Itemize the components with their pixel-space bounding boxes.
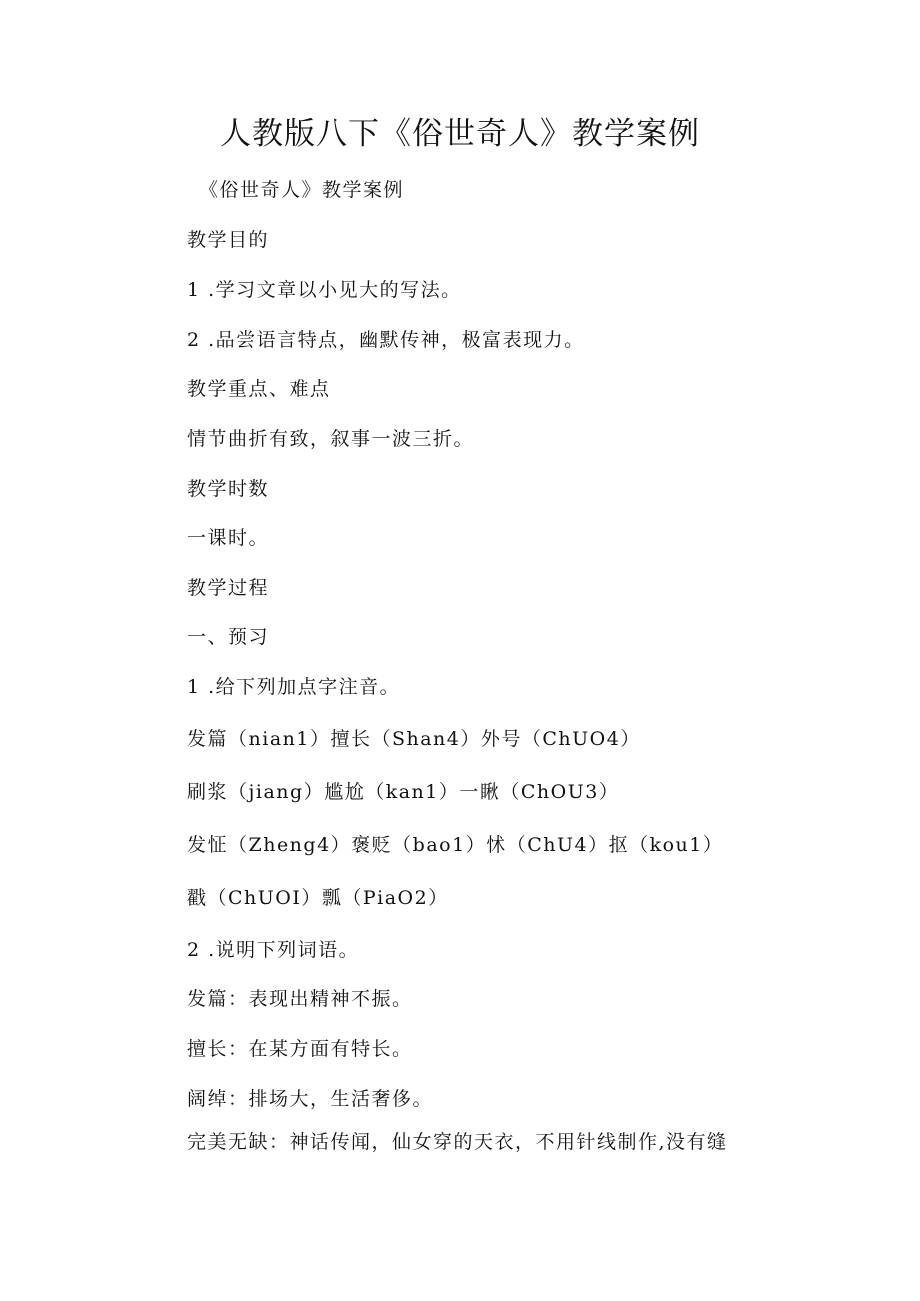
definition-2: 擅长：在某方面有特长。 — [187, 1038, 413, 1060]
document-title: 人教版八下《俗世奇人》教学案例 — [220, 116, 700, 152]
definition-3: 阔绰：排场大，生活奢侈。 — [187, 1088, 434, 1110]
definition-4: 完美无缺：神话传闻，仙女穿的天衣，不用针线制作,没有缝 — [187, 1131, 728, 1153]
goal-item-2: 2 .品尝语言特点，幽默传神，极富表现力。 — [187, 329, 585, 351]
heading-teaching-process: 教学过程 — [187, 577, 270, 599]
pinyin-line-3: 发怔（Zheng4）褒贬（bao1）怵（ChU4）抠（kou1） — [187, 834, 724, 856]
class-hours-text: 一课时。 — [187, 527, 270, 549]
key-points-text: 情节曲折有致，叙事一波三折。 — [187, 428, 475, 450]
pinyin-line-4: 戳（ChUOI）瓢（PiaO2） — [187, 887, 449, 909]
heading-class-hours: 教学时数 — [187, 478, 270, 500]
definition-1: 发篇：表现出精神不振。 — [187, 988, 413, 1010]
heading-key-points: 教学重点、难点 — [187, 378, 331, 400]
preview-task-1: 1 .给下列加点字注音。 — [187, 676, 401, 698]
section-preview: 一、预习 — [187, 626, 270, 648]
pinyin-line-1: 发篇（nian1）擅长（Shan4）外号（ChUO4） — [187, 728, 641, 750]
pinyin-line-2: 刷浆（jiang）尴尬（kan1）一瞅（ChOU3） — [187, 781, 620, 803]
goal-item-1: 1 .学习文章以小见大的写法。 — [187, 279, 462, 301]
preview-task-2: 2 .说明下列词语。 — [187, 939, 360, 961]
heading-teaching-goals: 教学目的 — [187, 229, 270, 251]
document-subtitle: 《俗世奇人》教学案例 — [199, 179, 405, 201]
